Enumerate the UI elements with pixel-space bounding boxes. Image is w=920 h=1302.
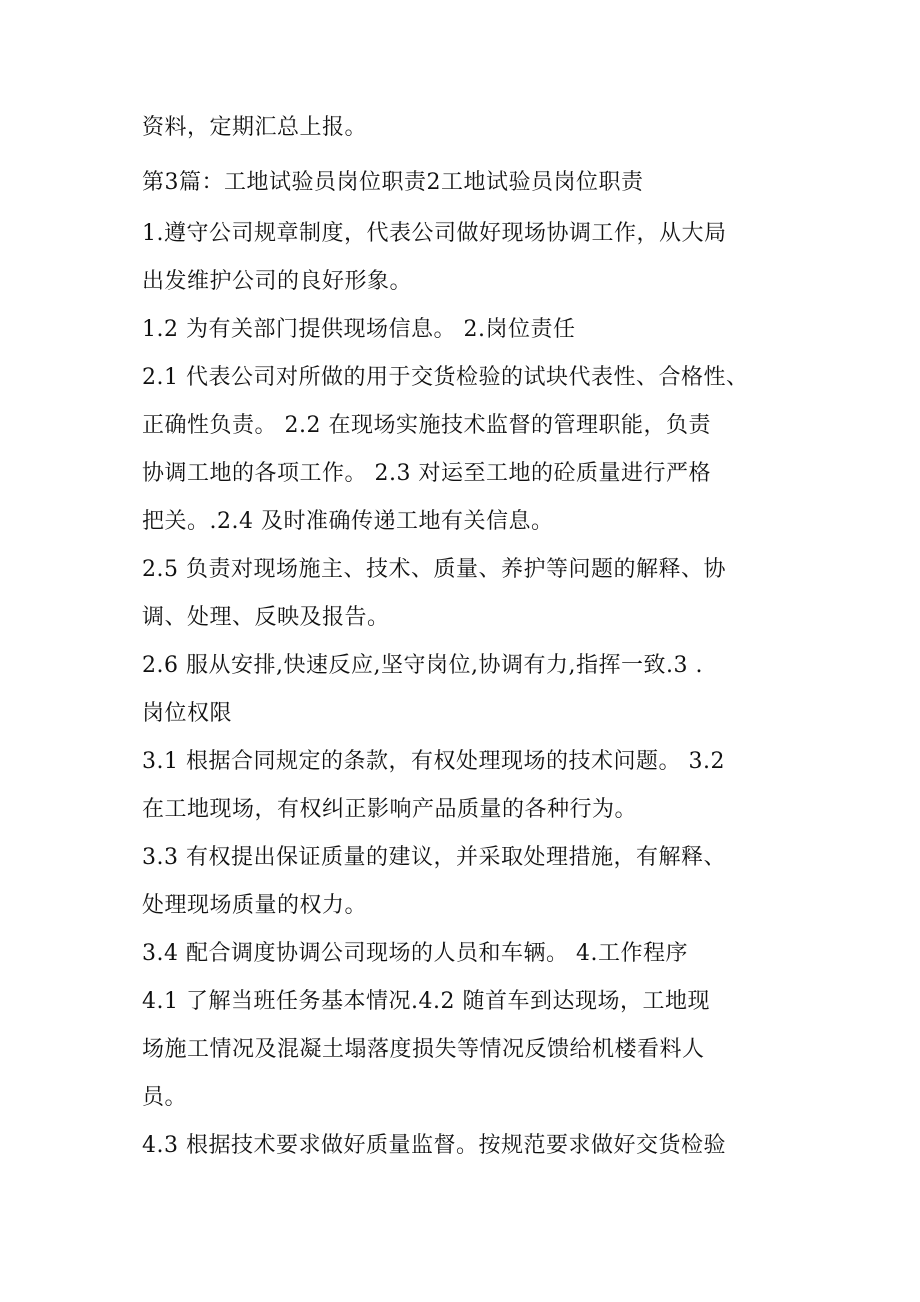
text-line: 把关。.2.4 及时准确传递工地有关信息。 [142, 509, 554, 534]
text-line: 3.3 有权提出保证质量的建议，并采取处理措施，有解释、 [142, 845, 726, 870]
text-line: 员。 [142, 1085, 188, 1110]
text-line: 出发维护公司的良好形象。 [142, 269, 413, 294]
text-line: 1.2 为有关部门提供现场信息。 2.岗位责任 [142, 317, 576, 342]
text-line: 2.6 服从安排,快速反应,坚守岗位,协调有力,指挥一致.3 . [142, 653, 703, 678]
text-line: 4.1 了解当班任务基本情况.4.2 随首车到达现场，工地现 [142, 989, 710, 1014]
text-line: 2.1 代表公司对所做的用于交货检验的试块代表性、合格性、 [142, 365, 749, 390]
text-line: 正确性负责。 2.2 在现场实施技术监督的管理职能，负责 [142, 413, 711, 438]
text-line: 岗位权限 [142, 701, 233, 726]
text-line: 1.遵守公司规章制度，代表公司做好现场协调工作，从大局 [142, 221, 727, 246]
text-line: 4.3 根据技术要求做好质量监督。按规范要求做好交货检验 [142, 1133, 726, 1158]
text-line: 协调工地的各项工作。 2.3 对运至工地的砼质量进行严格 [142, 461, 711, 486]
text-line: 处理现场质量的权力。 [142, 893, 368, 918]
text-line: 资料，定期汇总上报。 [142, 115, 368, 140]
text-line: 在工地现场，有权纠正影响产品质量的各种行为。 [142, 797, 638, 822]
section-heading: 第3篇：工地试验员岗位职责2工地试验员岗位职责 [142, 170, 644, 195]
text-line: 调、处理、反映及报告。 [142, 605, 390, 630]
text-line: 场施工情况及混凝土塌落度损失等情况反馈给机楼看料人 [142, 1037, 705, 1062]
text-line: 3.4 配合调度协调公司现场的人员和车辆。 4.工作程序 [142, 941, 688, 966]
text-line: 2.5 负责对现场施主、技术、质量、养护等问题的解释、协 [142, 557, 726, 582]
text-line: 3.1 根据合同规定的条款，有权处理现场的技术问题。 3.2 [142, 749, 725, 774]
